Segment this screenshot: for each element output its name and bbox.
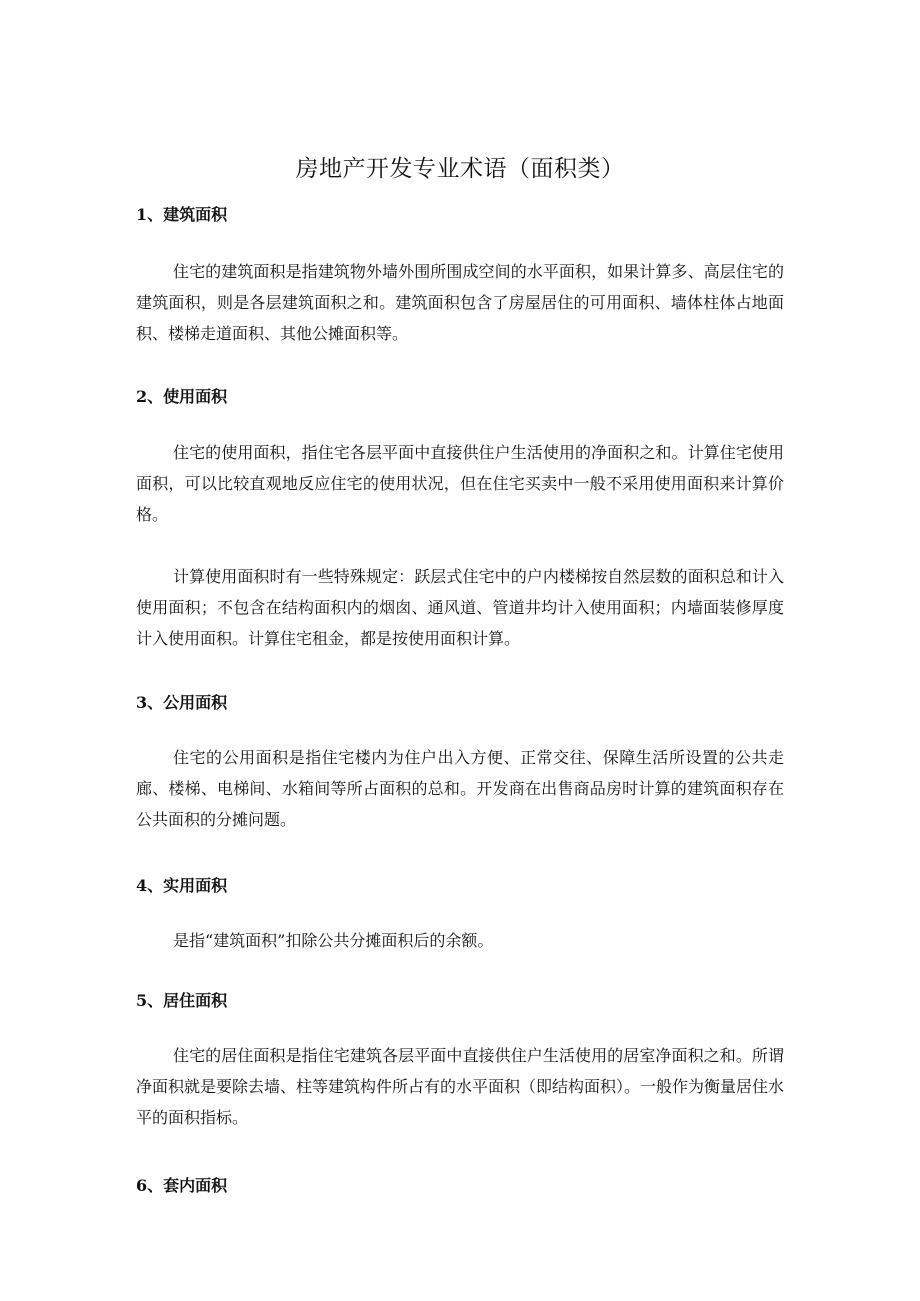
section-heading-living-area: 5、居住面积 bbox=[136, 991, 228, 1010]
section-heading-practical-area: 4、实用面积 bbox=[136, 876, 228, 895]
paragraph-building-area: 住宅的建筑面积是指建筑物外墙外围所围成空间的水平面积，如果计算多、高层住宅的建筑面积，则是各层建筑面积之和。建筑面积包含了房屋居住的可用面积、墙体柱体占地面积、楼梯走道面积、其他公摊面积等。 bbox=[136, 262, 784, 343]
section-heading-public-area: 3、公用面积 bbox=[136, 693, 228, 712]
paragraph-usable-area-2: 计算使用面积时有一些特殊规定：跃层式住宅中的户内楼梯按自然层数的面积总和计入使用面积；不包含在结构面积内的烟囱、通风道、管道井均计入使用面积；内墙面装修厚度计入使用面积。计算住宅租金，都是按使用面积计算。 bbox=[136, 567, 784, 648]
paragraph-public-area: 住宅的公用面积是指住宅楼内为住户出入方便、正常交往、保障生活所设置的公共走廊、楼梯、电梯间、水箱间等所占面积的总和。开发商在出售商品房时计算的建筑面积存在公共面积的分摊问题。 bbox=[136, 748, 784, 829]
section-heading-building-area: 1、建筑面积 bbox=[136, 205, 228, 224]
section-heading-usable-area: 2、使用面积 bbox=[136, 387, 228, 406]
paragraph-living-area: 住宅的居住面积是指住宅建筑各层平面中直接供住户生活使用的居室净面积之和。所谓净面积就是要除去墙、柱等建筑构件所占有的水平面积（即结构面积）。一般作为衡量居住水平的面积指标。 bbox=[136, 1046, 785, 1127]
paragraph-usable-area-1: 住宅的使用面积，指住宅各层平面中直接供住户生活使用的净面积之和。计算住宅使用面积，可以比较直观地反应住宅的使用状况，但在住宅买卖中一般不采用使用面积来计算价格。 bbox=[136, 443, 784, 524]
section-heading-interior-area: 6、套内面积 bbox=[136, 1176, 228, 1195]
document-title: 房地产开发专业术语（面积类） bbox=[295, 156, 625, 183]
paragraph-practical-area: 是指“建筑面积”扣除公共分摊面积后的余额。 bbox=[173, 931, 494, 950]
